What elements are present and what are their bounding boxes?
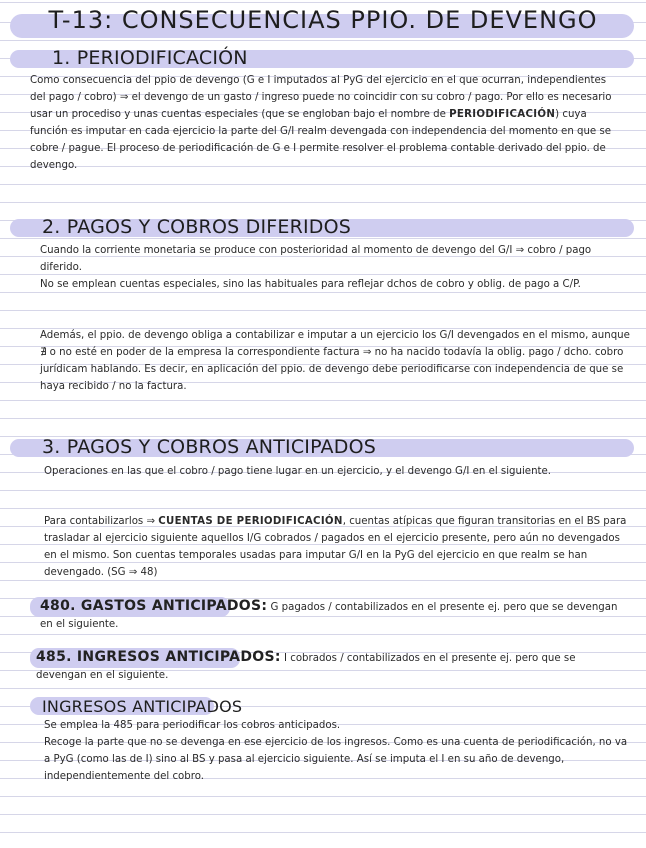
section-3-heading: 3. PAGOS Y COBROS ANTICIPADOS — [42, 436, 376, 458]
item-480-term: 480. GASTOS ANTICIPADOS: — [40, 598, 268, 614]
section-2-paragraph-3: Además, el ppio. de devengo obliga a contabilizar e imputar a un ejercicio los G/I devengados en el mismo, aunque ∄ o no esté en poder de la empresa la correspondiente factura ⇒ no ha nacido todavía la oblig. pago / dcho. cobro jurídicam hablando. Es decir, en aplicación del ppio. de devengo debe periodificarse con independencia de que se haya recibido / no la factura. — [40, 330, 630, 392]
periodificacion-term: PERIODIFICACIÓN — [449, 109, 556, 120]
page-title: T-13: CONSECUENCIAS PPIO. DE DEVENGO — [48, 6, 598, 34]
section-1-heading: 1. PERIODIFICACIÓN — [52, 47, 248, 69]
section-3-text-before: Para contabilizarlos ⇒ — [44, 516, 159, 527]
section-2-paragraph-2: No se emplean cuentas especiales, sino las habituales para reflejar dchos de cobro y oblig. de pago a C/P. — [40, 279, 581, 290]
section-4-paragraph-2: Recoge la parte que no se devenga en ese ejercicio de los ingresos. Como es una cuenta de periodificación, no va a PyG (como las de I) sino al BS y pasa al ejercicio siguiente. Así se imputa el I en su año de devengo, independientemente del cobro. — [44, 737, 628, 782]
item-480-text: G pagados / contabilizados en el presente ej. pero que se devengan en el siguiente. — [40, 602, 618, 630]
item-480 — [40, 598, 630, 633]
section-1-text-after: ) cuya función es imputar en cada ejercicio la parte del G/I realm devengada con independencia del momento en que se cobre / pague. El proceso de periodificación de G e I permite resolver el problema contable derivado del ppio. de devengo. — [30, 109, 612, 171]
section-2-heading: 2. PAGOS Y COBROS DIFERIDOS — [42, 216, 352, 238]
section-3-paragraph-2 — [44, 513, 634, 581]
item-485-term: 485. INGRESOS ANTICIPADOS: — [36, 649, 281, 665]
section-1-text-before: Como consecuencia del ppio de devengo (G e I imputados al PyG del ejercicio en el que ocurran, independientes del pago / cobro) ⇒ el devengo de un gasto / ingreso puede no coincidir con su cobro / pago. Por ello es necesario usar un procediso y unas cuentas especiales (que se engloban bajo el nombre de — [30, 75, 612, 120]
section-1-paragraph — [30, 72, 620, 174]
item-485 — [36, 649, 626, 684]
section-4-heading: INGRESOS ANTICIPADOS — [42, 697, 243, 716]
section-4-paragraph-1: Se emplea la 485 para periodificar los cobros anticipados. — [44, 720, 341, 731]
item-485-text: I cobrados / contabilizados en el presente ej. pero que se devengan en el siguiente. — [36, 653, 576, 681]
section-2-paragraph-1: Cuando la corriente monetaria se produce con posterioridad al momento de devengo del G/I ⇒ cobro / pago diferido. — [40, 245, 592, 273]
cuentas-periodificacion-term: CUENTAS DE PERIODIFICACIÓN — [158, 516, 343, 527]
section-3-text-after: , cuentas atípicas que figuran transitorias en el BS para trasladar al ejercicio siguiente aquellos I/G cobrados / pagados en el ejercicio presente, pero aún no devengados en el mismo. Son cuentas temporales usadas para imputar G/I en la PyG del ejercicio en que realm se han devengado. (SG ⇒ 48) — [44, 516, 627, 578]
section-3-paragraph-1: Operaciones en las que el cobro / pago tiene lugar en un ejercicio, y el devengo G/I en el siguiente. — [44, 466, 552, 477]
